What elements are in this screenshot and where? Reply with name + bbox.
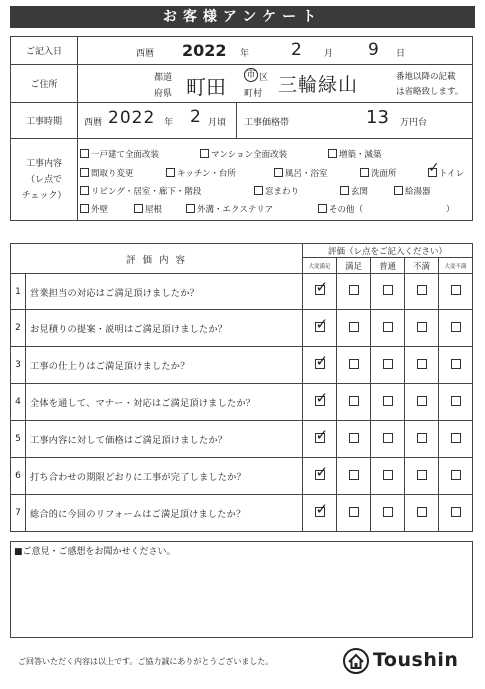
scale-very-satisfied: 大変満足 (303, 258, 337, 274)
content-label-3: チェック） (21, 190, 67, 201)
date-label: ご記入日 (11, 37, 78, 65)
work-month-unit: 月頃 (208, 118, 227, 128)
rating-cell (405, 458, 439, 495)
checkbox-9[interactable] (254, 186, 263, 195)
checkbox-15[interactable] (318, 204, 327, 213)
checkbox-7[interactable] (428, 160, 440, 177)
rating-cell (337, 274, 371, 310)
rating-checkbox[interactable] (383, 507, 393, 517)
work-year: 2022 (108, 108, 156, 128)
rating-checkbox[interactable] (315, 278, 329, 296)
rating-checkbox[interactable] (315, 425, 329, 444)
rating-checkbox[interactable] (417, 396, 427, 406)
date-year-unit: 年 (240, 49, 250, 59)
pref-top: 都道 (154, 73, 173, 83)
option-8[interactable]: リビング・居室・廊下・階段 (80, 185, 201, 197)
work-price: 13 (366, 107, 389, 128)
rating-checkbox[interactable] (383, 470, 393, 480)
option-5[interactable]: 風呂・浴室 (274, 167, 328, 179)
date-day: 9 (368, 40, 379, 60)
checkbox-3[interactable] (80, 168, 89, 177)
rating-checkbox[interactable] (349, 507, 359, 517)
rating-checkbox[interactable] (417, 507, 427, 517)
question-number: 6 (11, 458, 26, 495)
option-2[interactable]: 増築・減築 (328, 148, 382, 160)
question-number: 2 (11, 310, 26, 347)
rating-cell (439, 495, 473, 532)
question-text: 打ち合わせの期限どおりに工事が完了しましたか？ (26, 458, 303, 495)
checkbox-5[interactable] (274, 168, 283, 177)
content-options (78, 139, 473, 221)
question-number: 5 (11, 421, 26, 458)
evaluation-table (10, 243, 473, 532)
rating-cell (371, 347, 405, 384)
question-text: 営業担当の対応はご満足頂けましたか？ (26, 274, 303, 310)
date-month: 2 (291, 40, 302, 60)
check-mark: ✓ (315, 425, 329, 444)
question-row (11, 310, 473, 347)
question-text: お見積りの提案・説明はご満足頂けましたか？ (26, 310, 303, 347)
rating-checkbox[interactable] (417, 470, 427, 480)
scale-very-dissatisfied: 大変不満 (439, 258, 473, 274)
rating-checkbox[interactable] (383, 359, 393, 369)
rating-checkbox[interactable] (451, 433, 461, 443)
question-text: 総合的に今回のリフォームはご満足頂けましたか？ (26, 495, 303, 532)
rating-checkbox[interactable] (383, 322, 393, 332)
date-day-unit: 日 (396, 49, 406, 59)
city-circled: 市 (244, 68, 258, 82)
rating-checkbox[interactable] (417, 433, 427, 443)
rating-checkbox[interactable] (451, 322, 461, 332)
checkbox-2[interactable] (328, 149, 337, 158)
rating-checkbox[interactable] (417, 359, 427, 369)
option-11[interactable]: 給湯器 (394, 185, 431, 197)
rating-checkbox[interactable] (417, 285, 427, 295)
question-row (11, 495, 473, 532)
question-row (11, 421, 473, 458)
rating-cell (439, 347, 473, 384)
option-7[interactable]: ✓ トイレ (428, 160, 465, 179)
check-mark: ✓ (428, 160, 440, 176)
checkbox-11[interactable] (394, 186, 403, 195)
content-label-1: 工事内容 (25, 158, 62, 169)
rating-cell (371, 458, 405, 495)
rating-cell (337, 458, 371, 495)
checkbox-0[interactable] (80, 149, 89, 158)
checkbox-4[interactable] (166, 168, 175, 177)
question-number: 4 (11, 384, 26, 421)
check-mark: ✓ (315, 499, 329, 518)
eval-header-rating: 評価（レ点をご記入ください） (303, 244, 473, 258)
check-mark: ✓ (315, 388, 329, 407)
option-1[interactable]: マンション全面改装 (200, 148, 287, 160)
city-top-suffix: 区 (259, 73, 269, 83)
option-10[interactable]: 玄関 (340, 185, 368, 197)
scale-satisfied: 満足 (337, 258, 371, 274)
rating-cell (405, 421, 439, 458)
rating-cell (303, 458, 337, 495)
address-label: ご住所 (11, 65, 78, 103)
address-note-1: 番地以降の記載 (396, 72, 456, 82)
rating-cell (337, 421, 371, 458)
rating-checkbox[interactable] (383, 285, 393, 295)
checkbox-12[interactable] (80, 204, 89, 213)
checkbox-6[interactable] (360, 168, 369, 177)
city-bottom: 町村 (244, 89, 263, 99)
rating-cell (439, 274, 473, 310)
checkbox-1[interactable] (200, 149, 209, 158)
check-mark: ✓ (315, 314, 329, 333)
address-field[interactable] (78, 65, 473, 103)
rating-checkbox[interactable] (349, 322, 359, 332)
checkbox-10[interactable] (340, 186, 349, 195)
rating-cell (439, 458, 473, 495)
date-month-unit: 月 (324, 49, 334, 59)
option-6[interactable]: 洗面所 (360, 167, 397, 179)
rating-checkbox[interactable] (315, 499, 329, 518)
option-0[interactable]: 一戸建て全面改装 (80, 148, 159, 160)
footer-note: ご回答いただく内容は以上です。ご協力誠にありがとうございました。 (18, 657, 274, 666)
rating-cell (371, 274, 405, 310)
option-4[interactable]: キッチン・台所 (166, 167, 236, 179)
rating-cell (405, 274, 439, 310)
option-14[interactable]: 外溝・エクステリア (186, 203, 273, 215)
address-city: 町田 (186, 75, 226, 99)
rating-checkbox[interactable] (349, 359, 359, 369)
date-field[interactable] (78, 37, 473, 65)
option-3[interactable]: 間取り変更 (80, 167, 134, 179)
option-9[interactable]: 窓まわり (254, 185, 299, 197)
toushin-logo (343, 648, 473, 676)
rating-checkbox[interactable] (315, 462, 329, 481)
rating-cell (337, 310, 371, 347)
question-number: 7 (11, 495, 26, 532)
rating-cell (303, 310, 337, 347)
brand-name: Toushin (373, 649, 459, 671)
content-label-2: （レ点で (25, 174, 62, 185)
rating-cell (405, 384, 439, 421)
checkbox-14[interactable] (186, 204, 195, 213)
address-town: 三輪緑山 (278, 74, 359, 96)
checkbox-8[interactable] (80, 186, 89, 195)
question-text: 全体を通して、マナー・対応はご満足頂けましたか？ (26, 384, 303, 421)
rating-cell (303, 274, 337, 310)
info-table (10, 36, 473, 221)
rating-cell (405, 347, 439, 384)
option-12[interactable]: 外壁 (80, 203, 108, 215)
rating-cell (337, 384, 371, 421)
rating-cell (439, 310, 473, 347)
question-number: 1 (11, 274, 26, 310)
rating-checkbox[interactable] (349, 433, 359, 443)
question-number: 3 (11, 347, 26, 384)
work-period-label: 工事時期 (11, 103, 78, 139)
content-label (11, 139, 78, 221)
rating-checkbox[interactable] (383, 433, 393, 443)
rating-checkbox[interactable] (451, 359, 461, 369)
pref-bottom: 府県 (154, 89, 173, 99)
rating-checkbox[interactable] (417, 322, 427, 332)
date-era: 西暦 (136, 49, 155, 59)
price-label: 工事価格帯 (244, 118, 290, 128)
rating-checkbox[interactable] (349, 396, 359, 406)
comments-label: ■ご意見・ご感想をお聞かせください。 (14, 547, 176, 557)
rating-cell (371, 384, 405, 421)
rating-checkbox[interactable] (349, 285, 359, 295)
question-text: 工事の仕上りはご満足頂けましたか？ (26, 347, 303, 384)
option-13[interactable]: 屋根 (134, 203, 162, 215)
work-era: 西暦 (84, 118, 103, 128)
price-unit: 万円台 (400, 118, 428, 128)
rating-checkbox[interactable] (383, 396, 393, 406)
rating-cell (371, 310, 405, 347)
check-mark: ✓ (315, 351, 329, 370)
rating-checkbox[interactable] (451, 396, 461, 406)
rating-cell (439, 421, 473, 458)
question-text: 工事内容に対して価格はご満足頂けましたか？ (26, 421, 303, 458)
rating-checkbox[interactable] (315, 351, 329, 370)
rating-checkbox[interactable] (349, 470, 359, 480)
rating-cell (337, 495, 371, 532)
checkbox-13[interactable] (134, 204, 143, 213)
work-field[interactable] (78, 103, 473, 139)
rating-cell (371, 421, 405, 458)
other-close: ） (446, 205, 455, 215)
rating-cell (303, 421, 337, 458)
work-divider (236, 103, 237, 138)
work-month: 2 (190, 107, 201, 127)
rating-cell (405, 495, 439, 532)
rating-checkbox[interactable] (315, 388, 329, 407)
rating-checkbox[interactable] (315, 314, 329, 333)
rating-checkbox[interactable] (451, 285, 461, 295)
rating-checkbox[interactable] (451, 507, 461, 517)
date-year: 2022 (182, 41, 227, 60)
address-note-2: は省略致します。 (396, 87, 464, 97)
rating-cell (371, 495, 405, 532)
option-15[interactable]: その他（ (318, 203, 363, 215)
scale-neutral: 普通 (371, 258, 405, 274)
check-mark: ✓ (315, 462, 329, 481)
eval-header-content: 評 価 内 容 (11, 244, 303, 274)
scale-dissatisfied: 不満 (405, 258, 439, 274)
house-logo-icon (343, 648, 369, 674)
rating-checkbox[interactable] (451, 470, 461, 480)
rating-cell (405, 310, 439, 347)
survey-title: お客様アンケート (10, 6, 475, 28)
question-row (11, 274, 473, 310)
rating-cell (337, 347, 371, 384)
rating-cell (303, 495, 337, 532)
question-row (11, 458, 473, 495)
question-row (11, 384, 473, 421)
rating-cell (439, 384, 473, 421)
question-row (11, 347, 473, 384)
rating-cell (303, 347, 337, 384)
work-year-unit: 年 (164, 118, 174, 128)
comments-box[interactable] (10, 541, 473, 638)
rating-cell (303, 384, 337, 421)
check-mark: ✓ (315, 278, 329, 296)
